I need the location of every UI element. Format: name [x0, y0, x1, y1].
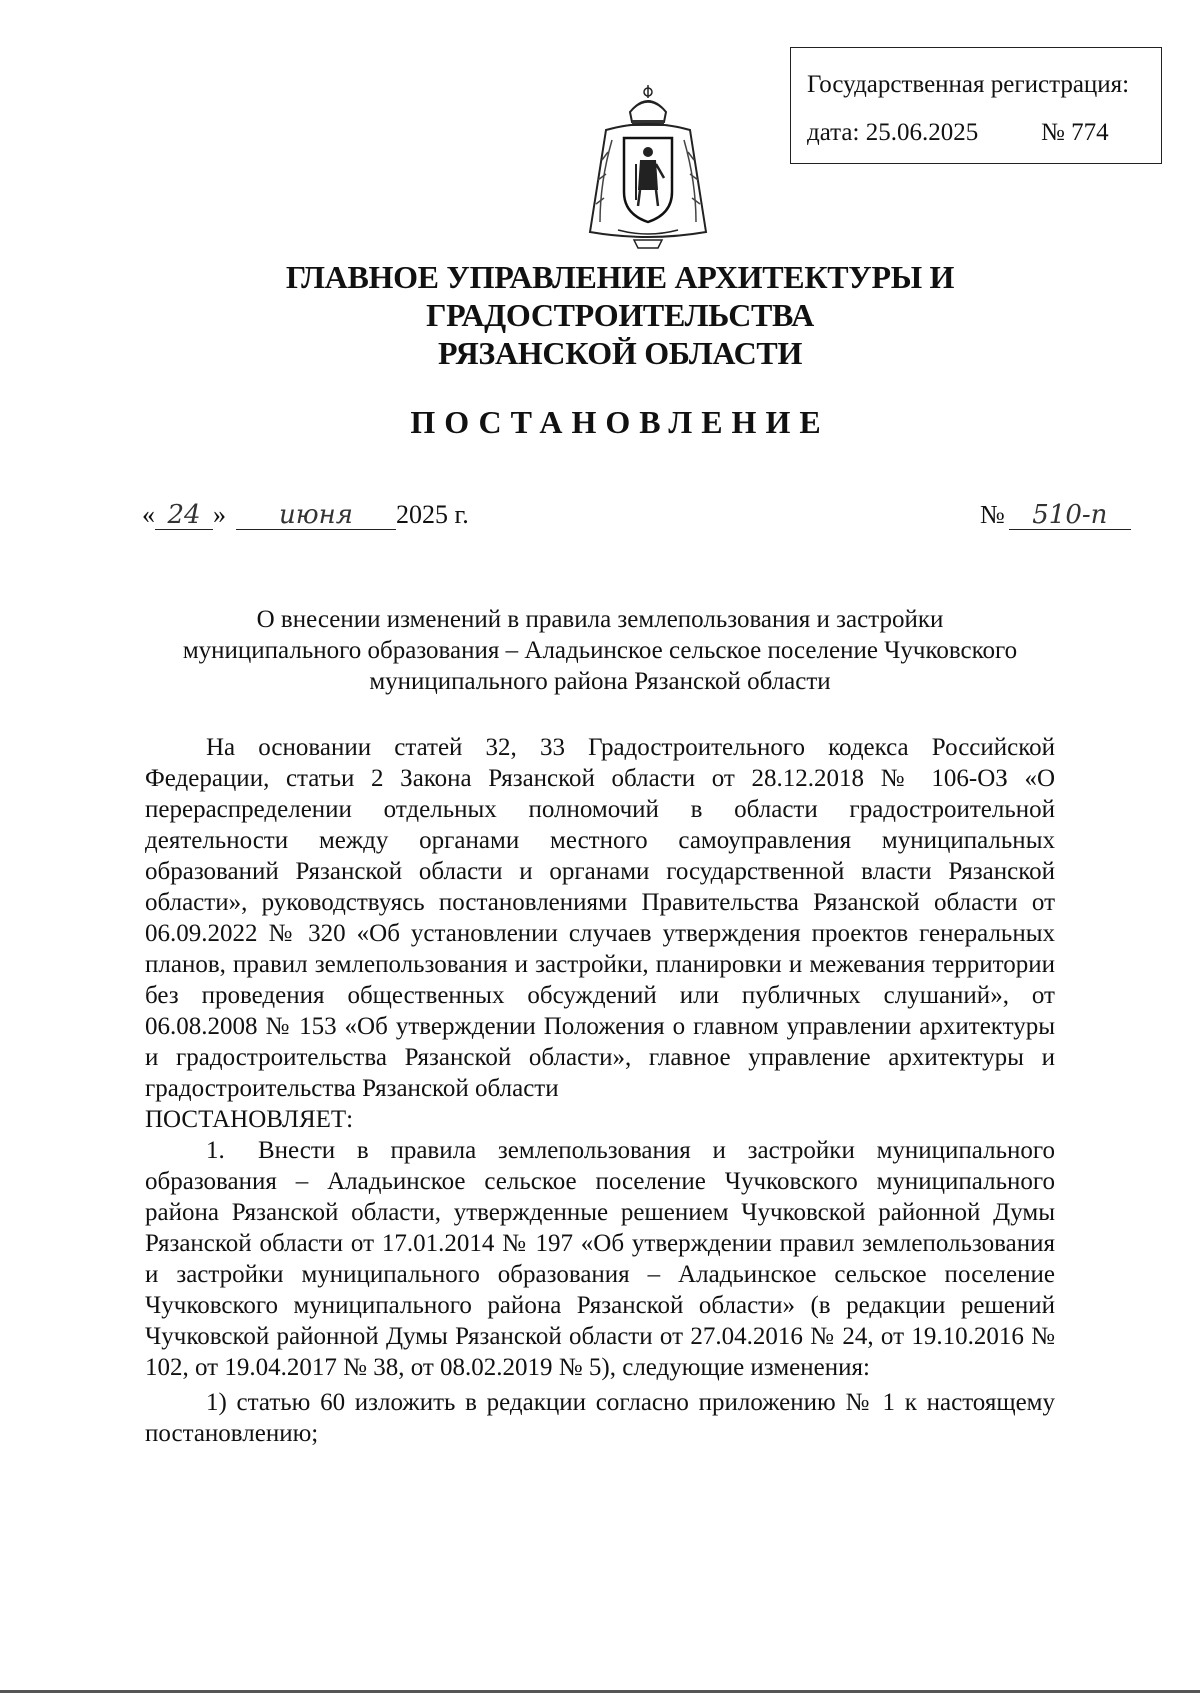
decree-subject: [150, 604, 1050, 697]
ryazan-coat-of-arms-icon: [578, 82, 718, 252]
subject-line1: О внесении изменений в правила землепользования и застройки: [256, 606, 944, 633]
organization-title-line2: РЯЗАНСКОЙ ОБЛАСТИ: [437, 335, 803, 371]
decree-body: [145, 732, 1055, 1449]
item-1-text: Внести в правила землепользования и застройки муниципального образования – Аладьинское сельское поселение Чучковского муниципального района Рязанской области, утвержденные решением Чучковской районной Думы Рязанской области от 17.01.2014 № 197 «Об утверждении правил землепользования и застройки муниципального образования – Аладьинское сельское поселение Чучковского муниципального района Рязанской области» (в редакции решений Чучковской районной Думы Рязанской области от 27.04.2016 № 24, от 19.10.2016 № 102, от 19.04.2017 № 38, от 08.02.2019 № 5), следующие изменения:: [145, 1137, 1055, 1381]
resolves-word: ПОСТАНОВЛЯЕТ:: [145, 1106, 354, 1133]
preamble-paragraph: На основании статей 32, 33 Градостроительного кодекса Российской Федерации, статьи 2 Закона Рязанской области от 28.12.2018 № 106-ОЗ «О перераспределении отдельных полномочий в области градостроительной деятельности между органами местного самоуправления муниципальных образований Рязанской области и органами государственной власти Рязанской области», руководствуясь постановлениями Правительства Рязанской области от 06.09.2022 № 320 «Об установлении случаев утверждения проектов генеральных планов, правил землепользования и застройки, планировки и межевания территории без проведения общественных обсуждений или публичных слушаний», от 06.08.2008 № 153 «Об утверждении Положения о главном управлении архитектуры и градостроительства Рязанской области», главное управление архитектуры и градостроительства Рязанской области: [145, 734, 1055, 1102]
date-year: 2025 г.: [396, 500, 469, 529]
decree-title: ПОСТАНОВЛЕНИЕ: [410, 404, 830, 440]
decree-number: [980, 500, 1131, 530]
decree-number-label: №: [980, 500, 1005, 529]
item-1-number: 1.: [206, 1137, 225, 1164]
scan-edge-divider: [0, 1690, 1200, 1693]
subitem-1-paragraph: 1) статью 60 изложить в редакции согласно приложению № 1 к настоящему постановлению;: [145, 1389, 1055, 1447]
subject-line2: муниципального образования – Аладьинское сельское поселение Чучковского: [182, 637, 1018, 664]
item-1-paragraph: [145, 1135, 1055, 1383]
decree-date: [142, 500, 469, 530]
date-day: 24: [155, 501, 213, 530]
date-close-quote: »: [213, 500, 226, 529]
organization-title-line1: ГЛАВНОЕ УПРАВЛЕНИЕ АРХИТЕКТУРЫ И ГРАДОСТРОИТЕЛЬСТВА: [285, 259, 955, 333]
date-open-quote: «: [142, 500, 155, 529]
date-month: июня: [236, 501, 396, 530]
registration-number: № 774: [1041, 119, 1109, 146]
registration-stamp: [790, 47, 1162, 164]
organization-title: [120, 258, 1120, 372]
registration-title: Государственная регистрация:: [807, 71, 1130, 98]
decree-number-value: 510-п: [1009, 501, 1131, 530]
registration-date: дата: 25.06.2025: [807, 119, 979, 146]
subject-line3: муниципального района Рязанской области: [369, 668, 831, 695]
